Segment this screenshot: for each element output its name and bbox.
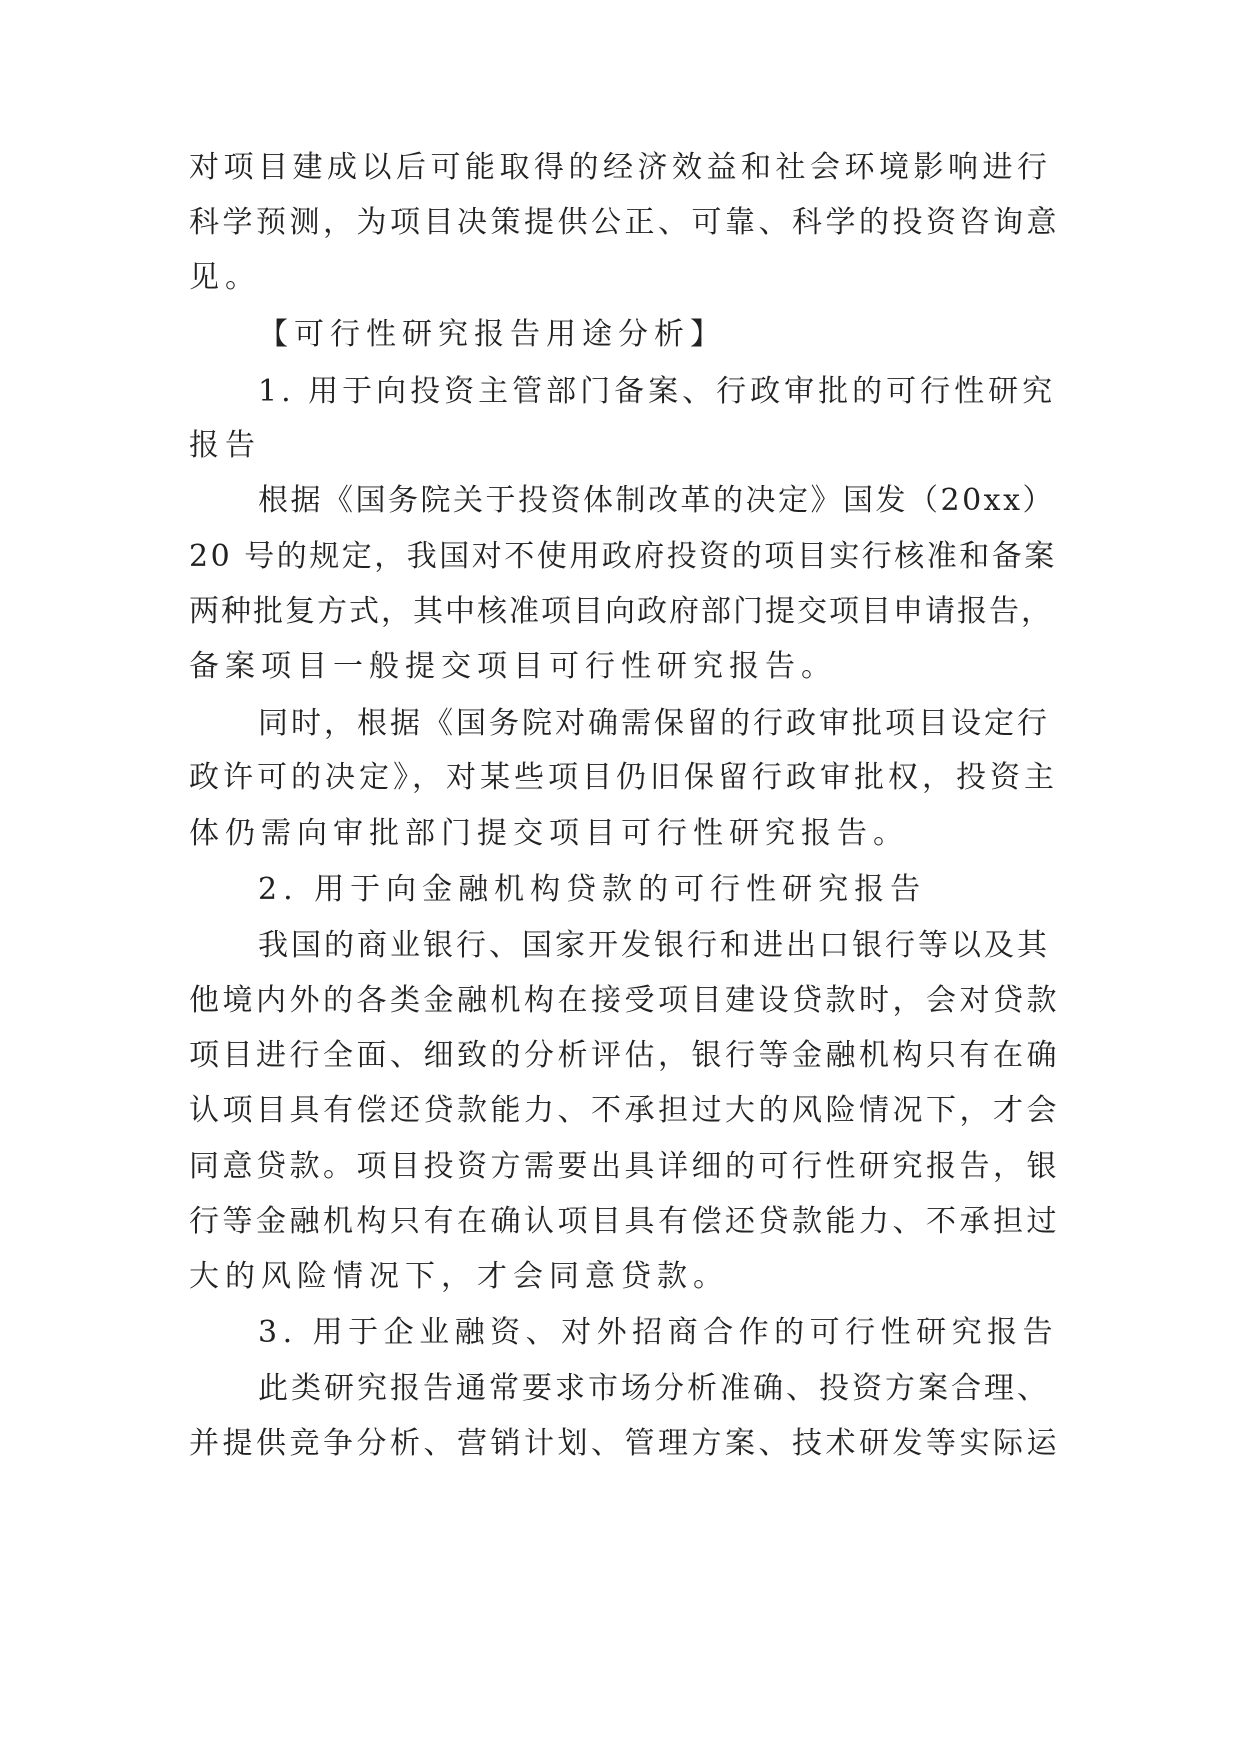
text-line: 我国的商业银行、国家开发银行和进出口银行等以及其 xyxy=(258,928,1050,963)
text-line: 并提供竞争分析、营销计划、管理方案、技术研发等实际运 xyxy=(189,1426,1060,1461)
numbered-heading: 2. 用于向金融机构贷款的可行性研究报告 xyxy=(258,872,927,907)
numbered-heading: 1. 用于向投资主管部门备案、行政审批的可行性研究 xyxy=(258,374,1057,409)
text-line: 体仍需向审批部门提交项目可行性研究报告。 xyxy=(189,816,909,851)
text-line: 行等金融机构只有在确认项目具有偿还贷款能力、不承担过 xyxy=(189,1204,1060,1239)
text-line: 根据《国务院关于投资体制改革的决定》国发（20xx） xyxy=(258,483,1056,518)
text-line: 报告 xyxy=(189,428,261,463)
text-line: 两种批复方式，其中核准项目向政府部门提交项目申请报告， xyxy=(189,594,1053,629)
text-line: 项目进行全面、细致的分析评估，银行等金融机构只有在确 xyxy=(189,1038,1060,1073)
text-line: 同时，根据《国务院对确需保留的行政审批项目设定行 xyxy=(258,706,1050,741)
text-line: 科学预测，为项目决策提供公正、可靠、科学的投资咨询意 xyxy=(189,205,1060,240)
text-line: 认项目具有偿还贷款能力、不承担过大的风险情况下，才会 xyxy=(189,1093,1060,1128)
text-line: 此类研究报告通常要求市场分析准确、投资方案合理、 xyxy=(258,1371,1050,1406)
text-line: 大的风险情况下，才会同意贷款。 xyxy=(189,1259,729,1294)
text-line: 对项目建成以后可能取得的经济效益和社会环境影响进行 xyxy=(189,150,1052,185)
text-line: 20 号的规定，我国对不使用政府投资的项目实行核准和备案 xyxy=(189,539,1057,574)
text-line: 见。 xyxy=(189,260,261,295)
text-line: 他境内外的各类金融机构在接受项目建设贷款时，会对贷款 xyxy=(189,983,1060,1018)
numbered-heading: 3. 用于企业融资、对外招商合作的可行性研究报告 xyxy=(258,1315,1059,1350)
text-line: 备案项目一般提交项目可行性研究报告。 xyxy=(189,649,837,684)
text-line: 政许可的决定》，对某些项目仍旧保留行政审批权，投资主 xyxy=(189,760,1058,795)
text-line: 同意贷款。项目投资方需要出具详细的可行性研究报告，银 xyxy=(189,1149,1060,1184)
section-heading: 【可行性研究报告用途分析】 xyxy=(258,317,726,352)
